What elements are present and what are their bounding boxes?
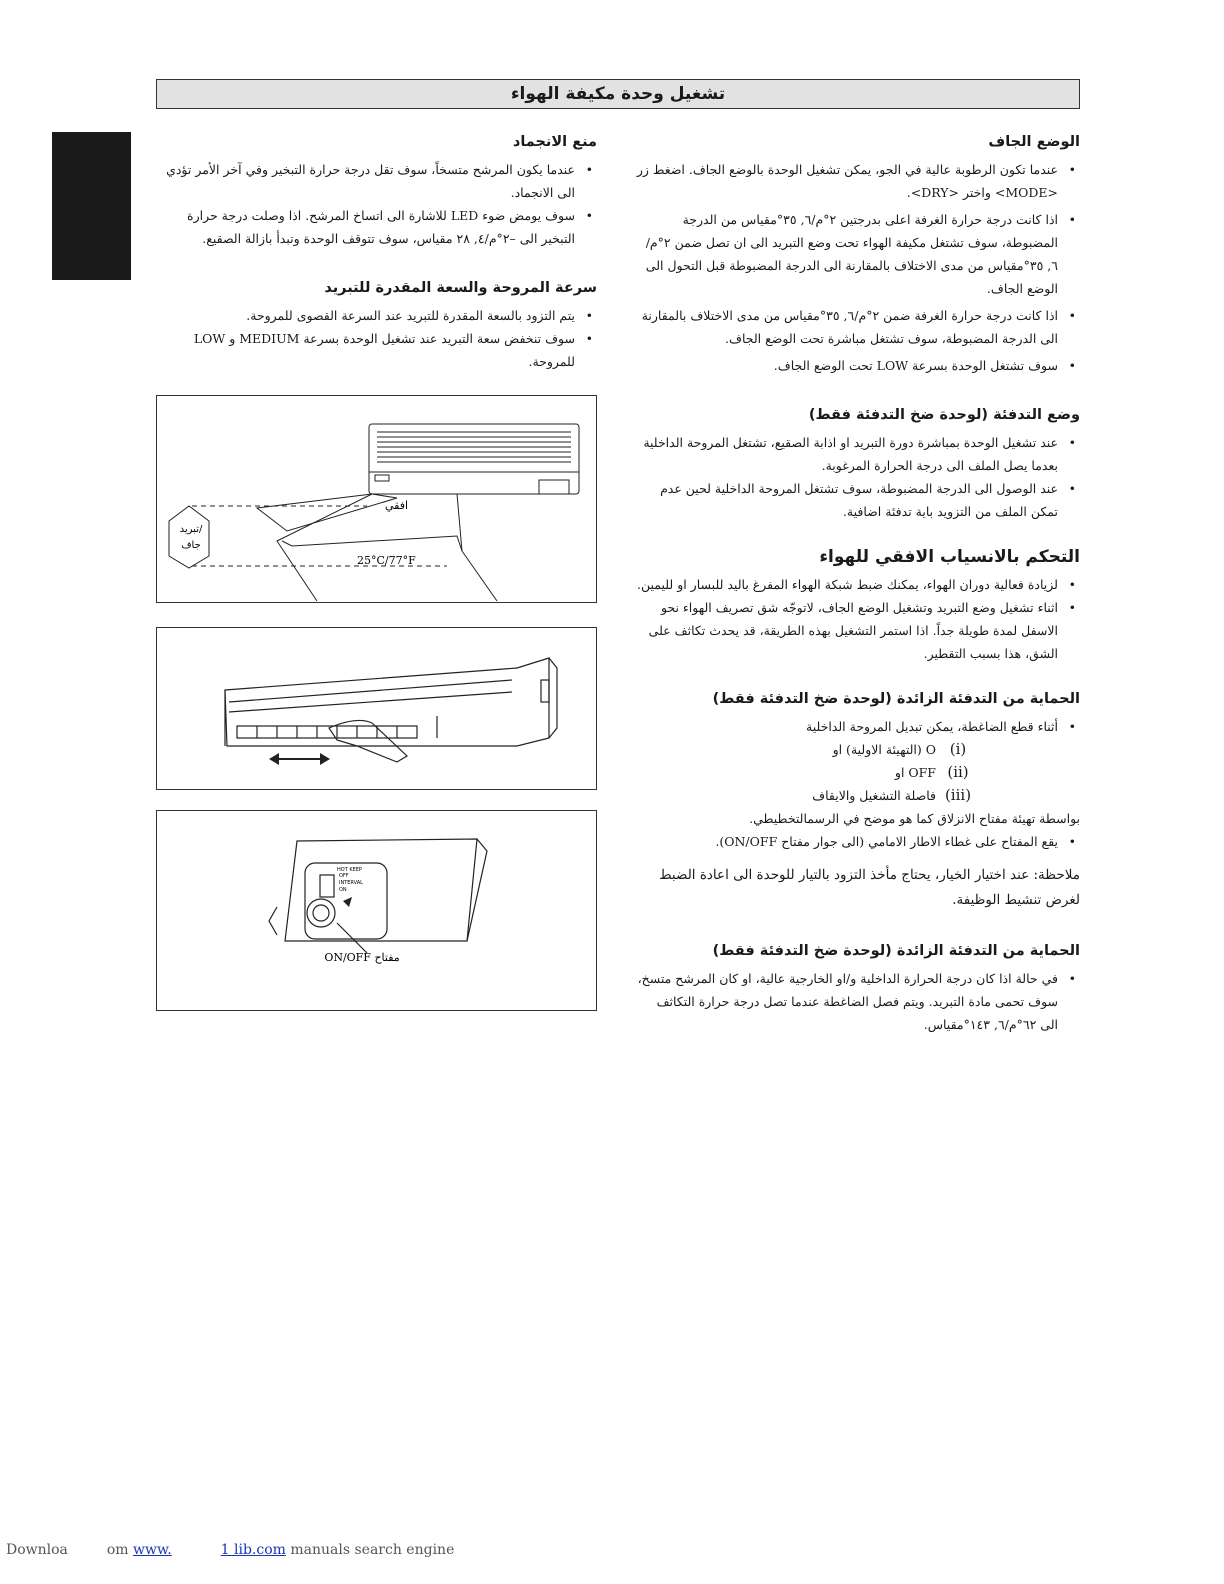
- footer-link[interactable]: 1 lib.com: [220, 1542, 286, 1558]
- dry-mode-section: [636, 130, 1080, 377]
- fan-speed-bullet: • يتم التزود بالسعة المقدرة للتبريد عند السرعة القصوى للمروحة.: [155, 304, 575, 327]
- louver-adjust-figure: [156, 627, 597, 790]
- fan-speed-section: [155, 276, 597, 373]
- slide-switch: [320, 875, 334, 897]
- overheat-protection-section: [636, 939, 1080, 1036]
- airflow-diagram: [157, 396, 596, 602]
- hot-keep-switch-bullet: • يقع المفتاح على غطاء الاطار الامامي (الى جوار مفتاح ON/OFF).: [636, 830, 1058, 853]
- indicator-lamp: [375, 475, 389, 481]
- indoor-unit-grille: [377, 432, 571, 462]
- footer-text: om: [106, 1542, 129, 1558]
- on-off-switch-caption: مفتاح ON/OFF: [324, 951, 400, 964]
- switch-diagram: [157, 811, 596, 1010]
- temp-label: 25°C/77°F: [357, 554, 416, 567]
- switch-label-on: ON: [339, 887, 347, 893]
- footer-text: Downloa: [6, 1542, 68, 1558]
- anti-freeze-bullet: • سوف يومض ضوء LED للاشارة الى اتساخ المرشح. اذا وصلت درجة حرارة التبخير الى –٢°م/٤, ٢٨ مقياس، سوف تتوقف الوحدة وتبدأ بازالة الصقيع.: [155, 204, 575, 250]
- overheat-protection-heading: الحماية من التدفئة الزائدة (لوحدة ضخ التدفئة فقط): [712, 943, 1080, 959]
- horizontal-airflow-section: [636, 545, 1080, 665]
- horizontal-airflow-heading: التحكم بالانسياب الافقي للهواء: [819, 547, 1080, 567]
- fan-speed-heading: سرعة المروحة والسعة المقدرة للتبريد: [324, 280, 597, 296]
- fan-speed-bullet: • سوف تنخفض سعة التبريد عند تشغيل الوحدة بسرعة MEDIUM و LOW للمروحة.: [155, 327, 575, 373]
- footer-text: manuals search engine: [290, 1542, 455, 1558]
- heating-mode-section: [636, 403, 1080, 523]
- airflow-arrow-upper: [257, 494, 397, 531]
- vent-flap: [539, 480, 569, 494]
- page-title: تشغيل وحدة مكيفة الهواء: [156, 79, 1080, 109]
- heating-mode-bullet: • عند تشغيل الوحدة بمباشرة دورة التبريد او اذابة الصقيع، تشتغل المروحة الداخلية بعدما يصل الملف الى درجة الحرارة المرغوبة.: [636, 431, 1058, 477]
- badge-label: تبريد/: [179, 524, 203, 535]
- dry-mode-heading: الوضع الجاف: [988, 134, 1080, 150]
- footer-link[interactable]: www.: [132, 1542, 172, 1558]
- anti-freeze-section: [155, 130, 597, 250]
- dry-mode-bullet: • اذا كانت درجة حرارة الغرفة اعلى بدرجتين ٢°م/٦, ٣٥°مقياس من الدرجة المضبوطة، سوف تشتغل مكيفة الهواء تحت وضع التبريد الى ان تصل ضمن ٢°م/٦, ٣٥°مقياس من مدى الاختلاف بالمقارنة الى الدرجة المضبوطة قبل التحول الى الوضع الجاف.: [636, 208, 1058, 300]
- switch-label-off: OFF: [339, 873, 349, 879]
- louver-diagram: [157, 628, 596, 789]
- switch-label-hot-keep: HOT KEEP: [337, 867, 362, 873]
- left-column: [155, 130, 597, 387]
- horizontal-label: افقي: [385, 499, 409, 512]
- hot-keep-switch-figure: [156, 810, 597, 1011]
- dry-mode-bullet: • سوف تشتغل الوحدة بسرعة LOW تحت الوضع الجاف.: [636, 354, 1058, 377]
- footer: [6, 1542, 454, 1558]
- hot-keep-after-text: بواسطة تهيئة مفتاح الانزلاق كما هو موضح في الرسمالتخطيطي.: [749, 811, 1080, 826]
- dry-mode-bullet: • عندما تكون الرطوبة عالية في الجو، يمكن تشغيل الوحدة بالوضع الجاف. اضغط زر <MODE> واختر <DRY>.: [636, 158, 1058, 204]
- on-off-button-circle: [307, 899, 335, 927]
- heating-mode-heading: وضع التدفئة (لوحدة ضخ التدفئة فقط): [808, 407, 1080, 423]
- hot-keep-option: (i)O (التهيئة الاولية) او: [832, 740, 967, 758]
- overheat-bullet: • في حالة اذا كان درجة الحرارة الداخلية و/او الخارجية عالية، او كان المرشح متسخ، سوف تحمى مادة التبريد. ويتم فصل الضاغطة عندما تصل درجة حرارة التكاثف الى ٦٢°م/٦, ١٤٣°مقياس.: [636, 967, 1058, 1036]
- indoor-unit-body: [369, 424, 579, 494]
- cool-dry-badge: [169, 506, 209, 568]
- side-tab-marker: [52, 132, 131, 280]
- unit-front-panel: [225, 658, 549, 746]
- hot-keep-option: (iii)فاصلة التشغيل والايقاف: [812, 786, 972, 804]
- anti-freeze-heading: منع الانجماد: [512, 134, 597, 150]
- airflow-bullet: • اثناء تشغيل وضع التبريد وتشغيل الوضع الجاف، لاتوجّه شق تصريف الهواء نحو الاسفل لمدة طويلة جداً. اذا استمر التشغيل بهذه الطريقة، قد يحدث تكاثف على الشق، هذا بسبب التقطير.: [636, 596, 1058, 665]
- hot-keep-heading: الحماية من التدفئة الزائدة (لوحدة ضخ التدفئة فقط): [712, 691, 1080, 707]
- hot-keep-bullet: • أثناء قطع الضاغطة، يمكن تبديل المروحة الداخلية: [636, 715, 1058, 738]
- hot-keep-option: (ii)OFF او: [894, 763, 969, 781]
- heating-mode-bullet: • عند الوصول الى الدرجة المضبوطة، سوف تشتغل المروحة الداخلية لحين عدم تمكن الملف من التزويد باية تدفئة اضافية.: [636, 477, 1058, 523]
- louver-grille: [237, 726, 417, 738]
- hot-keep-note: ملاحظة: عند اختيار الخيار، يحتاج مأخذ التزود بالتيار للوحدة الى اعادة الضبط لغرض تنشيط الوظيفة.: [659, 867, 1080, 908]
- anti-freeze-bullet: • عندما يكون المرشح متسخاً، سوف تقل درجة حرارة التبخير وفي آخر الأمر تؤدي الى الانجماد.: [155, 158, 575, 204]
- switch-label-interval: INTERVAL: [339, 880, 363, 886]
- airflow-bullet: • لزيادة فعالية دوران الهواء، يمكنك ضبط شبكة الهواء المفرغ باليد للبسار او لليمين.: [636, 573, 1058, 596]
- hand-illustration: [329, 720, 407, 762]
- badge-label: جاف: [181, 540, 201, 551]
- airflow-diagram-figure: [156, 395, 597, 603]
- right-column: [636, 130, 1080, 1050]
- dry-mode-bullet: • اذا كانت درجة حرارة الغرفة ضمن ٢°م/٦, ٣٥°مقياس من مدى الاختلاف بالمقارنة الى الدرجة المضبوطة، سوف تشتغل مباشرة تحت الوضع الجاف.: [636, 304, 1058, 350]
- left-right-arrow-icon: [269, 753, 330, 765]
- hot-keep-section: [636, 687, 1080, 913]
